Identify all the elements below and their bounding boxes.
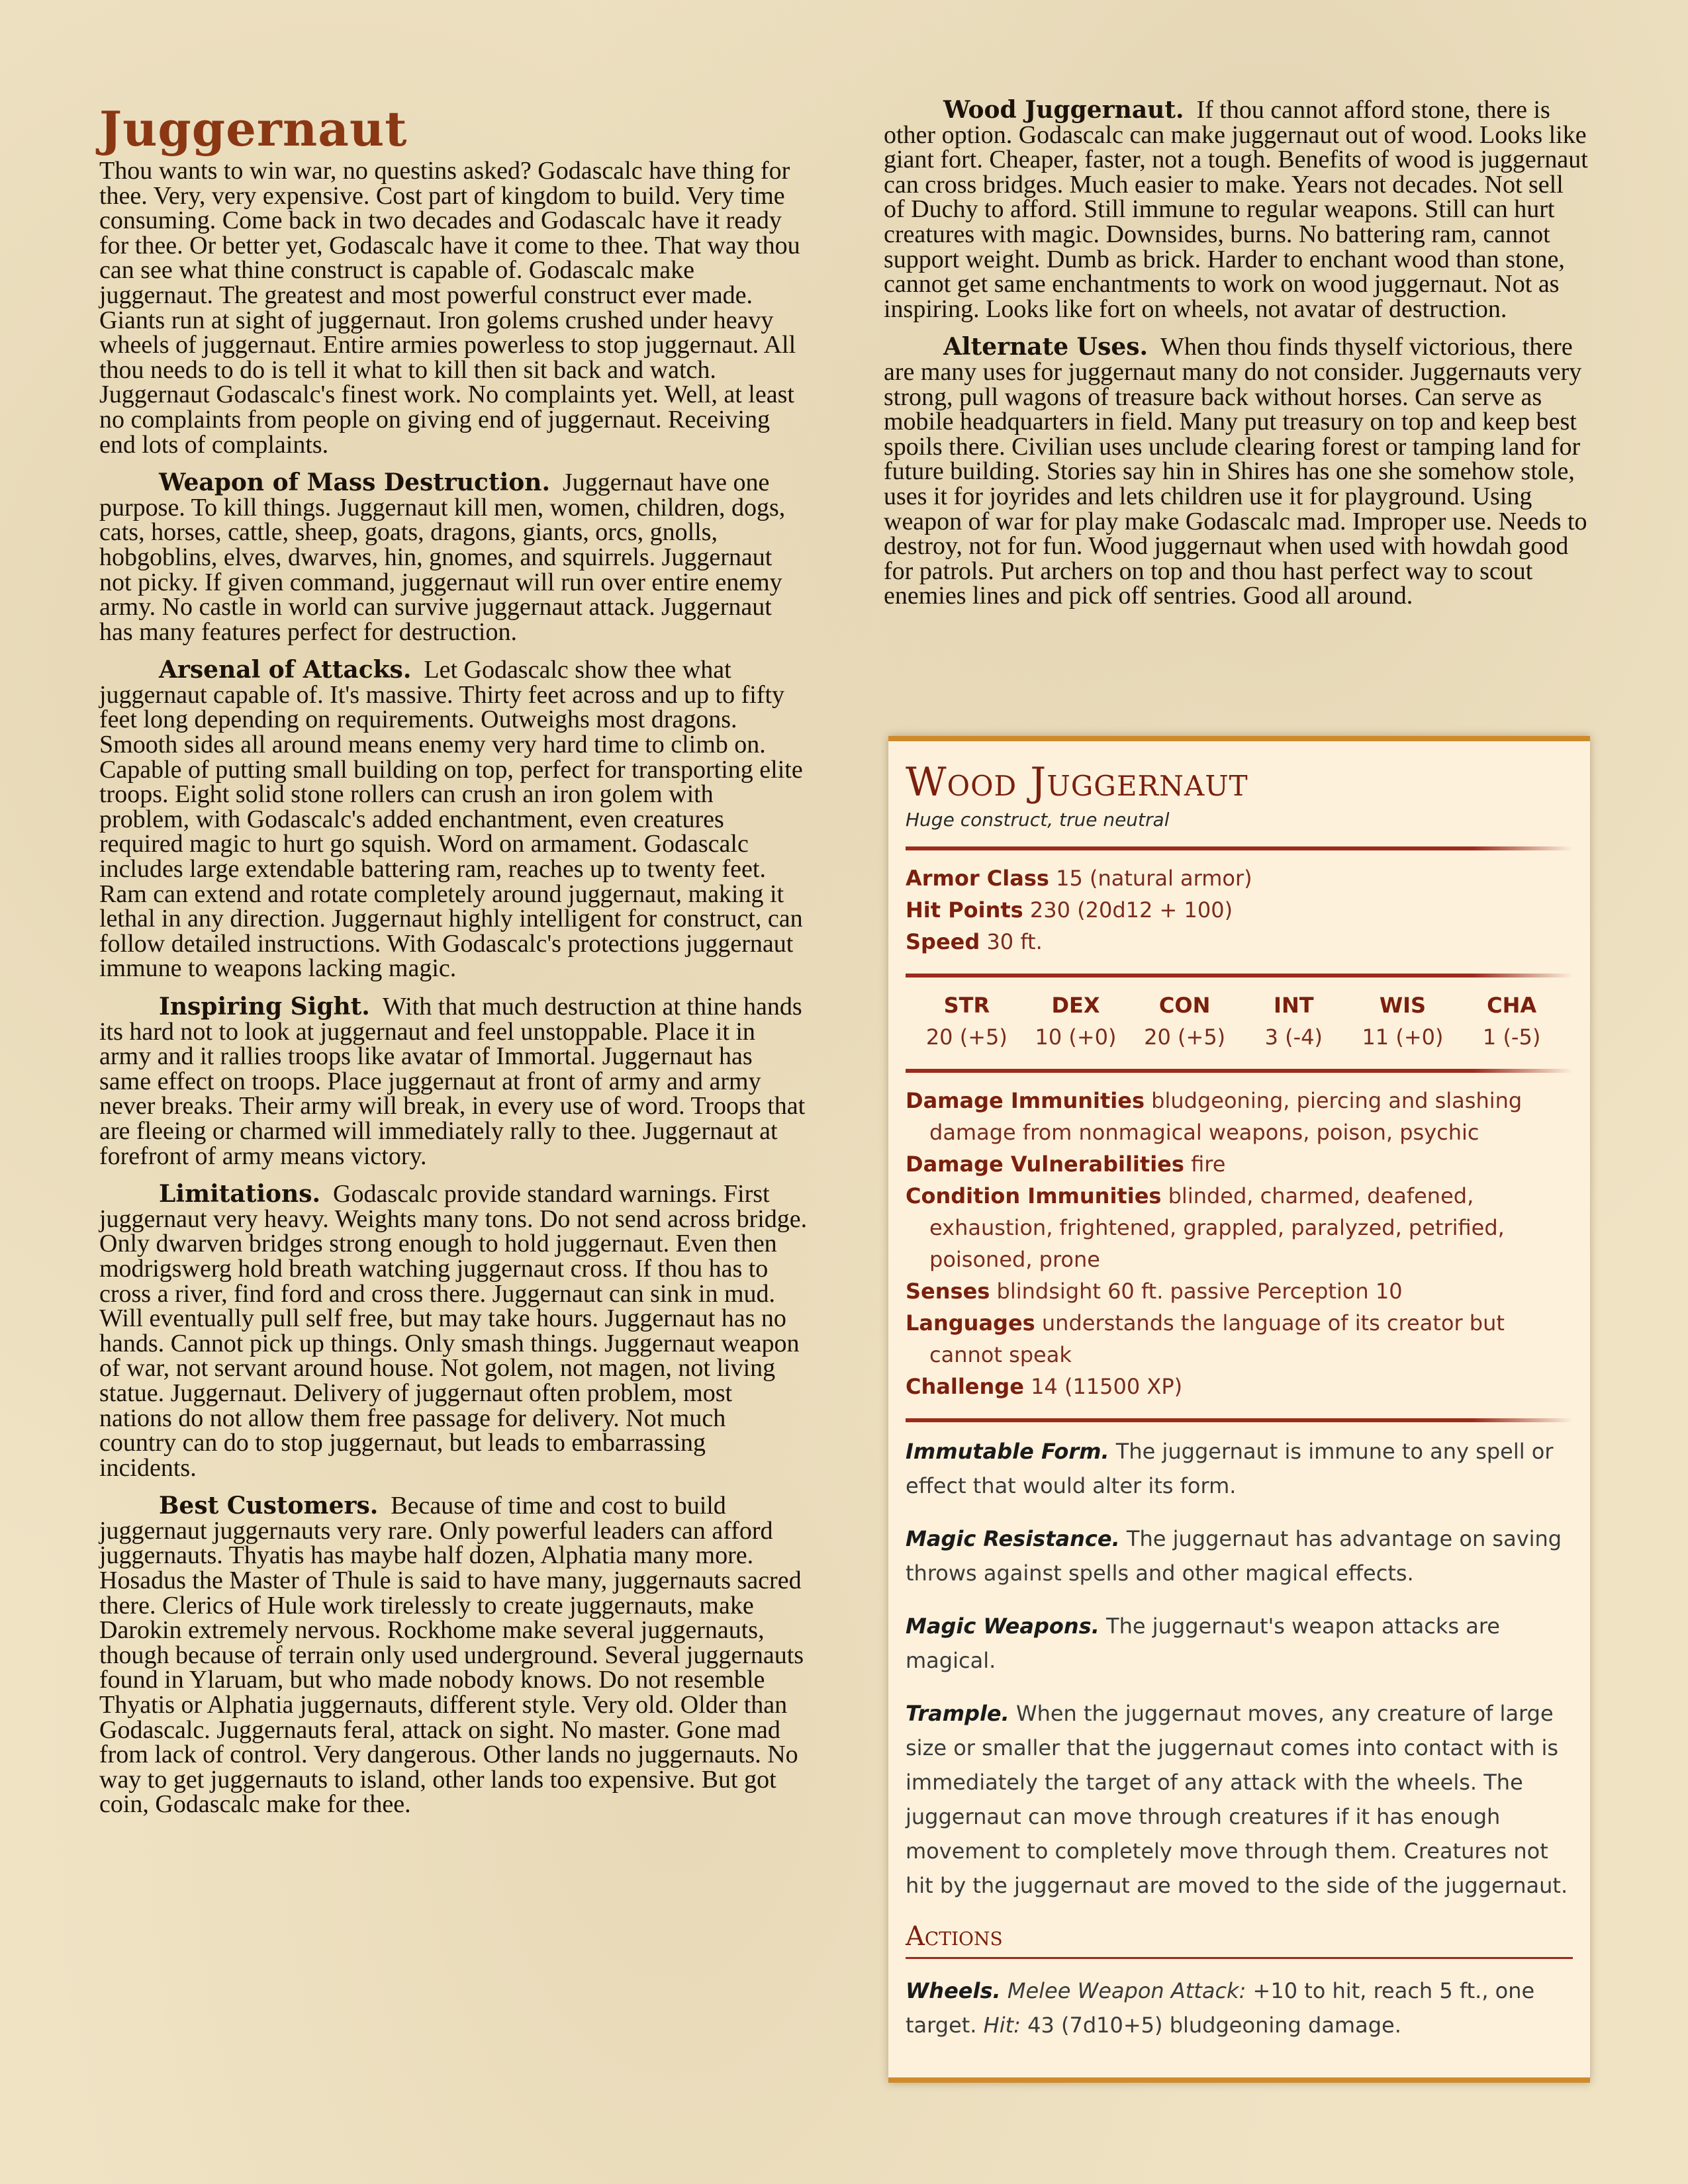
ability-name: DEX <box>1051 993 1100 1018</box>
section-lead: Arsenal of Attacks. <box>159 656 412 684</box>
trait-immutable-form <box>906 1434 1573 1503</box>
ability-dex <box>1026 989 1125 1053</box>
divider <box>906 846 1573 850</box>
section-lead: Weapon of Mass Destruction. <box>159 469 550 497</box>
trait-text: When the juggernaut moves, any creature of large size or smaller that the juggernaut comes into contact with is immediately the target of any attack with the wheels. The juggernaut can move through creatures if it has enough movement to completely move through them. Creatures not hit by the juggernaut are moved to the side of the juggernaut. <box>906 1701 1568 1898</box>
right-column <box>884 98 1589 622</box>
section-text: Let Godascalc show thee what juggernaut capable of. It's massive. Thirty feet across and up to fifty feet long depending on requirements. Outweighs most dragons. Smooth sides all around means enemy very hard time to climb on. Capable of putting small building on top, perfect for transporting elite troops. Eight solid stone rollers can crush an iron golem with problem, with Godascalc's added enchantment, even creatures required magic to hurt go squish. Word on armament. Godascalc includes large extendable battering ram, reaches up to twenty feet. Ram can extend and rotate completely around juggernaut, making it lethal in any direction. Juggernaut highly intelligent for construct, can follow detailed instructions. With Godascalc's protections juggernaut immune to weapons lacking magic. <box>99 656 803 983</box>
ability-value: 1 (-5) <box>1482 1024 1541 1050</box>
trait-text: The juggernaut has advantage on saving throws against spells and other magical effects. <box>906 1526 1562 1586</box>
trait-magic-resistance <box>906 1522 1573 1590</box>
monster-type: Huge construct, true neutral <box>906 809 1170 831</box>
ability-int <box>1244 989 1343 1053</box>
action-hit-label: Hit: <box>983 2013 1021 2038</box>
armor-class <box>906 862 1573 894</box>
hit-points-label: Hit Points <box>906 897 1023 923</box>
property-label: Condition Immunities <box>906 1183 1162 1208</box>
trait-text: The juggernaut's weapon attacks are magical. <box>906 1614 1500 1673</box>
hit-points-value: 230 (20d12 + 100) <box>1029 897 1233 923</box>
speed <box>906 926 1573 958</box>
ability-con <box>1135 989 1235 1053</box>
section-arsenal-of-attacks <box>99 658 808 981</box>
trait-name: Immutable Form. <box>906 1439 1109 1464</box>
property-label: Damage Immunities <box>906 1088 1145 1113</box>
condition-immunities <box>906 1180 1573 1275</box>
property-label: Challenge <box>906 1374 1024 1399</box>
ability-value: 10 (+0) <box>1035 1024 1117 1050</box>
section-text: With that much destruction at thine hands its hard not to look at juggernaut and feel unstoppable. Place it in army and it rallies troops like avatar of Immortal. Juggernaut has same effect on troops. Place juggernaut at front of army and army never breaks. Their army will break, in every use of word. Troops that are fleeing or charmed will immediately rally to thee. Juggernaut at forefront of army means victory. <box>99 993 806 1170</box>
left-column <box>99 99 808 1831</box>
property-value: 14 (11500 XP) <box>1031 1374 1183 1399</box>
ability-name: CHA <box>1487 993 1537 1018</box>
divider <box>906 1418 1573 1422</box>
intro-paragraph: Thou wants to win war, no questins asked? Godascalc have thing for thee. Very, very expensive. Cost part of kingdom to build. Very time consuming. Come back in two decades and Godascalc have it ready for thee. Or better yet, Godascalc have it come to thee. That way thou can see what thine construct is capable of. Godascalc make juggernaut. The greatest and most powerful construct ever made. Giants run at sight of juggernaut. Iron golems crushed under heavy wheels of juggernaut. Entire armies powerless to stop juggernaut. All thou needs to do is tell it what to kill then sit back and watch. Juggernaut Godascalc's finest work. No complaints yet. Well, at least no complaints from people on giving end of juggernaut. Receiving end lots of complaints. <box>99 157 800 459</box>
property-label: Damage Vulnerabilities <box>906 1152 1184 1177</box>
armor-class-label: Armor Class <box>906 866 1049 891</box>
section-lead: Inspiring Sight. <box>159 993 370 1021</box>
property-value: fire <box>1191 1152 1226 1177</box>
speed-label: Speed <box>906 929 980 954</box>
hit-points <box>906 894 1573 926</box>
trait-text: The juggernaut is immune to any spell or effect that would alter its form. <box>906 1439 1554 1498</box>
stat-block <box>888 736 1590 2083</box>
action-attack-text: +10 to hit, reach 5 ft., one target. <box>906 1978 1535 2038</box>
section-limitations <box>99 1182 808 1480</box>
divider <box>906 974 1573 978</box>
trait-name: Magic Weapons. <box>906 1614 1100 1639</box>
divider <box>906 1069 1573 1073</box>
section-lead: Wood Juggernaut. <box>943 96 1184 124</box>
languages <box>906 1307 1573 1371</box>
challenge <box>906 1371 1573 1402</box>
senses <box>906 1275 1573 1307</box>
ability-name: INT <box>1274 993 1314 1018</box>
section-text: Because of time and cost to build juggernaut juggernauts very rare. Only powerful leaders can afford juggernauts. Thyatis has maybe half dozen, Alphatia many more. Hosadus the Master of Thule is said to have many, juggernauts sacred there. Clerics of Hule work tirelessly to create juggernauts, make Darokin extremely nervous. Rockhome make several juggernauts, though because of terrain only used underground. Several juggernauts found in Ylaruam, but who made nobody knows. Do not resemble Thyatis or Alphatia juggernauts, different style. Very old. Older than Godascalc. Juggernauts feral, attack on sight. No master. Gone mad from lack of control. Very dangerous. Other lands no juggernauts. No way to get juggernauts to island, other lands too expensive. But got coin, Godascalc make for thee. <box>99 1492 804 1819</box>
ability-wis <box>1353 989 1452 1053</box>
ability-name: STR <box>943 993 990 1018</box>
property-value: blinded, charmed, deafened, exhaustion, frightened, grappled, paralyzed, petrified, poisoned, prone <box>929 1183 1505 1272</box>
ability-value: 11 (+0) <box>1362 1024 1444 1050</box>
section-text: Godascalc provide standard warnings. First juggernaut very heavy. Weights many tons. Do not send across bridge. Only dwarven bridges strong enough to hold juggernaut. Even then modrigswerg hold breath watching juggernaut cross. If thou has to cross a river, find ford and cross there. Juggernaut can sink in mud. Will eventually pull self free, but may take hours. Juggernaut has no hands. Cannot pick up things. Only smash things. Juggernaut weapon of war, not servant around house. Not golem, not magen, not living statue. Juggernaut. Delivery of juggernaut often problem, most nations do not allow them free passage for delivery. Not much country can do to stop juggernaut, but leads to embarrassing incidents. <box>99 1180 808 1482</box>
ability-str <box>917 989 1016 1053</box>
ability-name: WIS <box>1379 993 1427 1018</box>
actions-heading: Actions <box>906 1921 1573 1959</box>
section-alternate-uses <box>884 335 1589 609</box>
section-lead: Best Customers. <box>159 1492 379 1520</box>
speed-value: 30 ft. <box>986 929 1043 954</box>
trait-name: Trample. <box>906 1701 1009 1726</box>
section-best-customers <box>99 1494 808 1817</box>
ability-scores <box>906 989 1573 1053</box>
damage-immunities <box>906 1085 1573 1148</box>
action-name: Wheels. <box>906 1978 1001 2003</box>
damage-vulnerabilities <box>906 1148 1573 1180</box>
section-weapon-of-mass-destruction <box>99 471 808 645</box>
page-title: Juggernaut <box>99 101 408 157</box>
property-value: blindsight 60 ft. passive Perception 10 <box>996 1279 1403 1304</box>
ability-value: 3 (-4) <box>1264 1024 1323 1050</box>
section-text: When thou finds thyself victorious, there are many uses for juggernaut many do not consider. Juggernauts very strong, pull wagons of treasure back without horses. Can serve as mobile headquarters in field. Many put treasury on top and keep best spoils there. Civilian uses unclude clearing forest or tamping land for future building. Stories say hin in Shires has one she somehow stole, uses it for joyrides and lets children use it for playground. Using weapon of war for play make Godascalc mad. Improper use. Needs to destroy, not for fun. Wood juggernaut when used with howdah good for patrols. Put archers on top and thou hast perfect way to scout enemies lines and pick off sentries. Good all around. <box>884 333 1587 610</box>
trait-magic-weapons <box>906 1609 1573 1678</box>
property-value: bludgeoning, piercing and slashing damage from nonmagical weapons, poison, psychic <box>929 1088 1523 1145</box>
action-attack-type: Melee Weapon Attack: <box>1007 1978 1246 2003</box>
action-hit-text: 43 (7d10+5) bludgeoning damage. <box>1027 2013 1401 2038</box>
armor-class-value: 15 (natural armor) <box>1056 866 1252 891</box>
section-text: If thou cannot afford stone, there is other option. Godascalc can make juggernaut out of wood. Looks like giant fort. Cheaper, faster, not a tough. Benefits of wood is juggernaut can cross bridges. Much easier to make. Years not decades. Not sell of Duchy to afford. Still immune to regular weapons. Still can hurt creatures with magic. Downsides, burns. No battering ram, cannot support weight. Dumb as brick. Harder to enchant wood than stone, cannot get same enchantments to work on wood juggernaut. Not as inspiring. Looks like fort on wheels, not avatar of destruction. <box>884 96 1588 323</box>
property-value: understands the language of its creator but cannot speak <box>929 1310 1505 1367</box>
section-inspiring-sight <box>99 995 808 1169</box>
ability-name: CON <box>1158 993 1211 1018</box>
property-label: Senses <box>906 1279 990 1304</box>
section-wood-juggernaut <box>884 98 1589 322</box>
property-label: Languages <box>906 1310 1035 1336</box>
action-wheels <box>906 1974 1573 2042</box>
monster-name: Wood Juggernaut <box>906 759 1248 805</box>
ability-value: 20 (+5) <box>925 1024 1008 1050</box>
ability-cha <box>1462 989 1562 1053</box>
section-lead: Limitations. <box>159 1180 321 1208</box>
trait-trample <box>906 1696 1573 1903</box>
ability-value: 20 (+5) <box>1144 1024 1226 1050</box>
trait-name: Magic Resistance. <box>906 1526 1120 1551</box>
section-text: Juggernaut have one purpose. To kill things. Juggernaut kill men, women, children, dogs, cats, horses, cattle, sheep, goats, dragons, giants, orcs, gnolls, hobgoblins, elves, dwarves, hin, gnomes, and squirrels. Juggernaut not picky. If given command, juggernaut will run over entire enemy army. No castle in world can survive juggernaut attack. Juggernaut has many features perfect for destruction. <box>99 469 786 646</box>
section-lead: Alternate Uses. <box>943 333 1149 361</box>
